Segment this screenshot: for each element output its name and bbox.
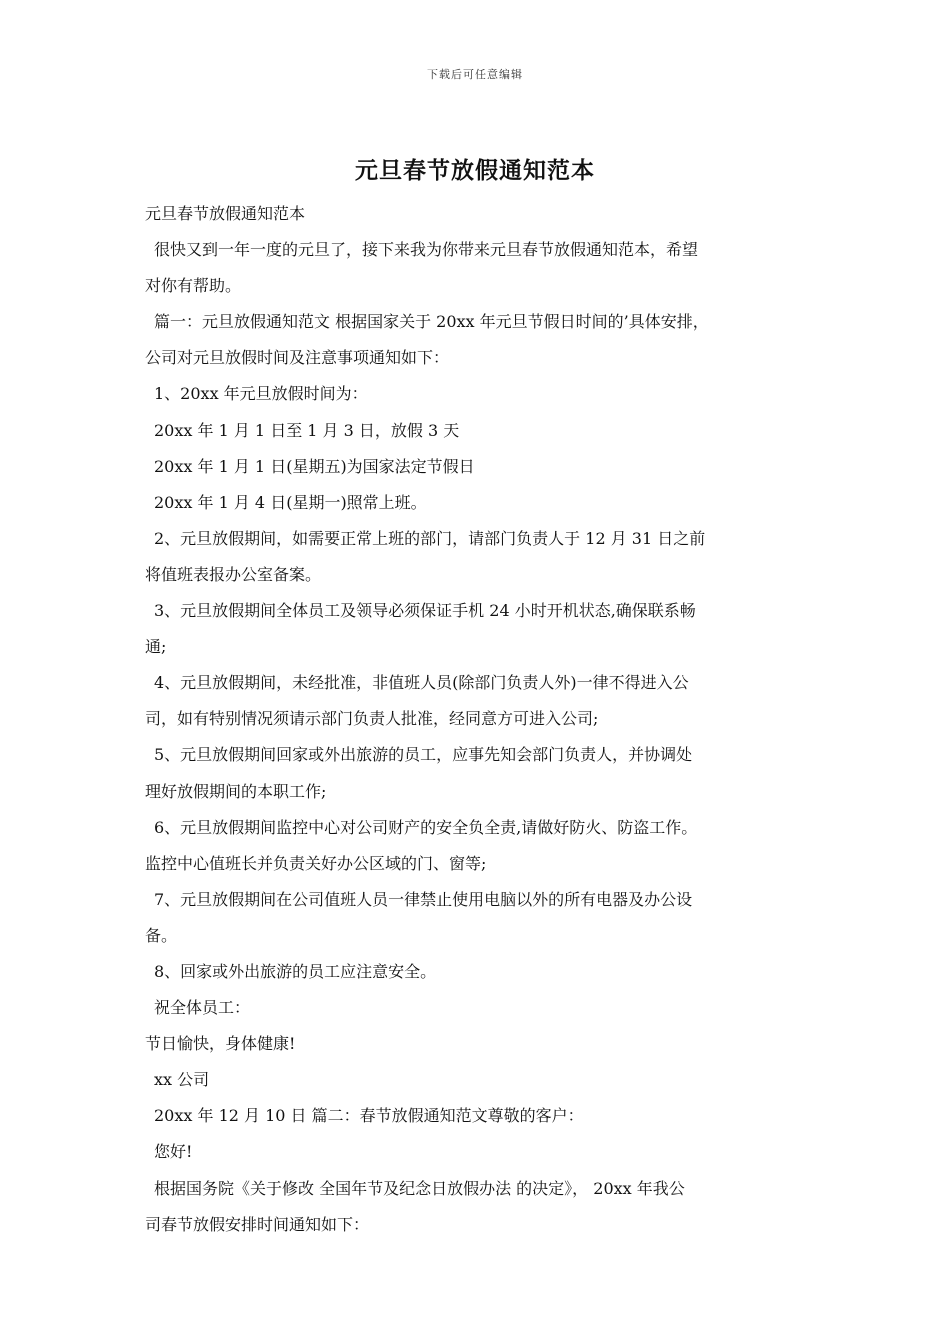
document-title: 元旦春节放假通知范本 <box>355 157 595 184</box>
text-line: xx 公司 <box>154 1070 210 1090</box>
text-line: 4、元旦放假期间，未经批准，非值班人员(除部门负责人外)一律不得进入公 <box>154 673 689 693</box>
text-line: 7、元旦放假期间在公司值班人员一律禁止使用电脑以外的所有电器及办公设 <box>154 889 693 909</box>
text-line: 通; <box>145 637 167 657</box>
text-line: 您好! <box>154 1142 193 1162</box>
text-line: 监控中心值班长并负责关好办公区域的门、窗等; <box>145 853 487 873</box>
text-line: 备。 <box>145 925 178 945</box>
text-line: 元旦春节放假通知范本 <box>145 204 306 223</box>
text-line: 6、元旦放假期间监控中心对公司财产的安全负全责,请做好防火、防盗工作。 <box>154 817 698 837</box>
text-line: 20xx 年 1 月 4 日(星期一)照常上班。 <box>154 492 427 512</box>
text-line: 1、20xx 年元旦放假时间为： <box>154 384 368 404</box>
document-body <box>145 196 810 1243</box>
text-line: 对你有帮助。 <box>145 276 242 296</box>
text-line: 司，如有特别情况须请示部门负责人批准，经同意方可进入公司; <box>145 709 599 729</box>
text-line: 将值班表报办公室备案。 <box>145 564 322 584</box>
text-line: 20xx 年 12 月 10 日 篇二：春节放假通知范文尊敬的客户： <box>154 1106 584 1126</box>
text-line: 公司对元旦放假时间及注意事项通知如下： <box>145 348 450 368</box>
text-line: 3、元旦放假期间全体员工及领导必须保证手机 24 小时开机状态,确保联系畅 <box>154 601 696 621</box>
text-line: 8、回家或外出旅游的员工应注意安全。 <box>154 961 437 981</box>
text-line: 祝全体员工： <box>154 998 251 1018</box>
text-line: 5、元旦放假期间回家或外出旅游的员工，应事先知会部门负责人，并协调处 <box>154 745 693 765</box>
text-line: 节日愉快，身体健康! <box>145 1034 296 1054</box>
header-note: 下载后可任意编辑 <box>427 68 523 81</box>
text-line: 2、元旦放假期间，如需要正常上班的部门，请部门负责人于 12 月 31 日之前 <box>154 528 706 548</box>
text-line: 很快又到一年一度的元旦了，接下来我为你带来元旦春节放假通知范本，希望 <box>154 240 699 260</box>
text-line: 理好放假期间的本职工作; <box>145 781 327 801</box>
text-line: 根据国务院《关于修改 全国年节及纪念日放假办法 的决定》， 20xx 年我公 <box>154 1178 685 1198</box>
text-line: 20xx 年 1 月 1 日至 1 月 3 日，放假 3 天 <box>154 420 460 440</box>
text-line: 20xx 年 1 月 1 日(星期五)为国家法定节假日 <box>154 456 475 476</box>
text-line: 司春节放假安排时间通知如下： <box>145 1214 370 1234</box>
text-line: 篇一：元旦放假通知范文 根据国家关于 20xx 年元旦节假日时间的’具体安排， <box>154 312 709 332</box>
